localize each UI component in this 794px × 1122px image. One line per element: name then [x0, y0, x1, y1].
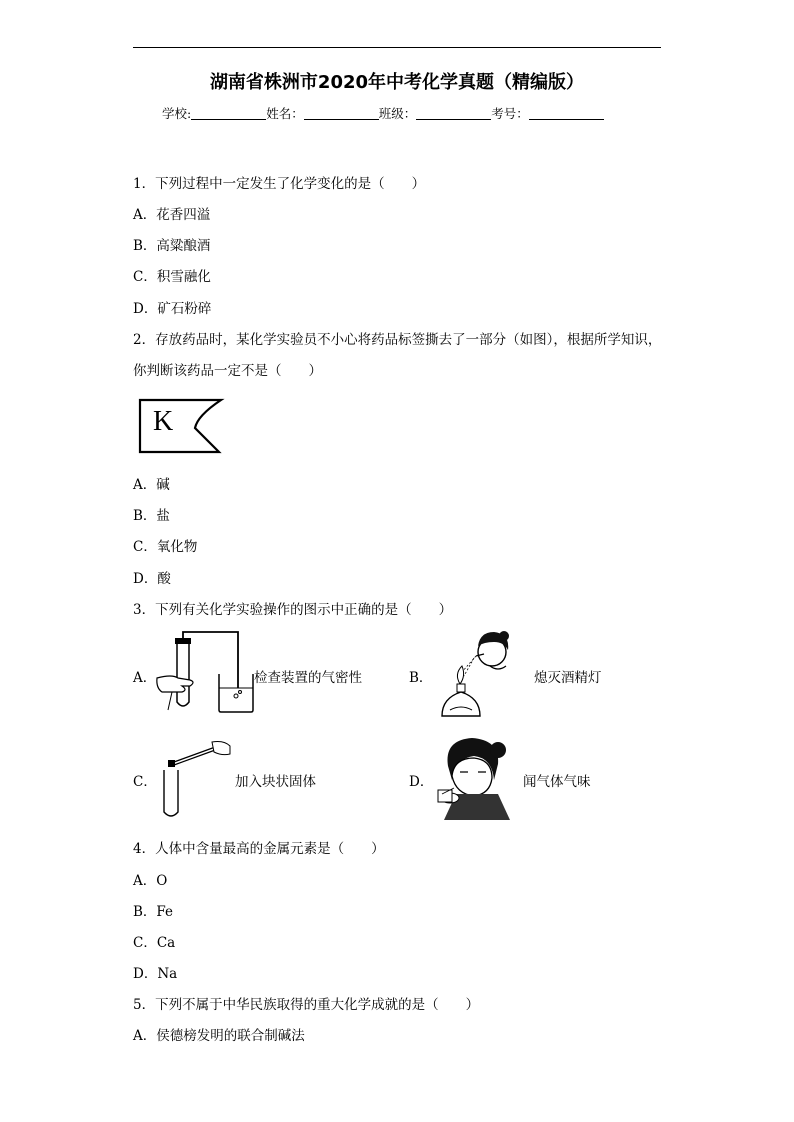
question-2-option-b: B．盐 [133, 508, 170, 524]
top-rule [133, 47, 661, 48]
question-3-option-c-letter: C． [133, 774, 157, 790]
question-3-option-c-caption: 加入块状固体 [235, 774, 316, 790]
question-2-option-a: A．碱 [133, 477, 170, 493]
question-1-option-b: B．高粱酿酒 [133, 238, 211, 254]
question-4-option-d: D．Na [133, 966, 178, 982]
airtightness-check-illustration [152, 630, 257, 715]
question-4-option-a: A．O [133, 873, 168, 889]
question-4-option-b: B．Fe [133, 904, 174, 920]
name-blank [304, 107, 379, 120]
question-3-option-a-letter: A． [133, 670, 157, 686]
torn-label-letter: K [153, 406, 174, 437]
school-blank [191, 107, 266, 120]
page-title: 湖南省株洲市2020年中考化学真题（精编版） [209, 72, 585, 93]
question-2-stem-line1: 2．存放药品时，某化学实验员不小心将药品标签撕去了一部分（如图），根据所学知识， [133, 332, 662, 348]
exam-number-label: 考号： [491, 106, 529, 121]
question-4-option-c: C．Ca [133, 935, 176, 951]
class-blank [416, 107, 491, 120]
add-block-solid-illustration [154, 740, 234, 820]
question-5-option-a: A．侯德榜发明的联合制碱法 [133, 1028, 305, 1044]
question-3-option-d-caption: 闻气体气味 [523, 774, 591, 790]
question-3-option-b-caption: 熄灭酒精灯 [534, 670, 602, 686]
student-info-row [162, 104, 604, 122]
smell-gas-illustration [434, 736, 516, 820]
exam-number-blank [529, 107, 604, 120]
question-3-option-b-letter: B． [409, 670, 433, 686]
question-1-option-c: C．积雪融化 [133, 269, 211, 285]
question-3-stem: 3．下列有关化学实验操作的图示中正确的是（ ） [133, 602, 453, 618]
torn-label-figure [137, 396, 227, 458]
question-2-option-c: C．氧化物 [133, 539, 198, 555]
question-4-stem: 4．人体中含量最高的金属元素是（ ） [133, 841, 385, 857]
question-3-option-a-caption: 检查装置的气密性 [254, 670, 362, 686]
question-2-stem-line2: 你判断该药品一定不是（ ） [133, 363, 322, 379]
question-1-option-a: A．花香四溢 [133, 207, 211, 223]
name-label: 姓名： [266, 106, 304, 121]
question-1-stem: 1．下列过程中一定发生了化学变化的是（ ） [133, 176, 426, 192]
question-2-option-d: D．酸 [133, 571, 171, 587]
question-5-stem: 5．下列不属于中华民族取得的重大化学成就的是（ ） [133, 997, 480, 1013]
class-label: 班级： [378, 106, 417, 121]
question-3-option-d-letter: D． [409, 774, 434, 790]
blow-out-alcohol-lamp-illustration [432, 628, 522, 720]
school-label: 学校: [162, 106, 192, 121]
question-1-option-d: D．矿石粉碎 [133, 301, 212, 317]
